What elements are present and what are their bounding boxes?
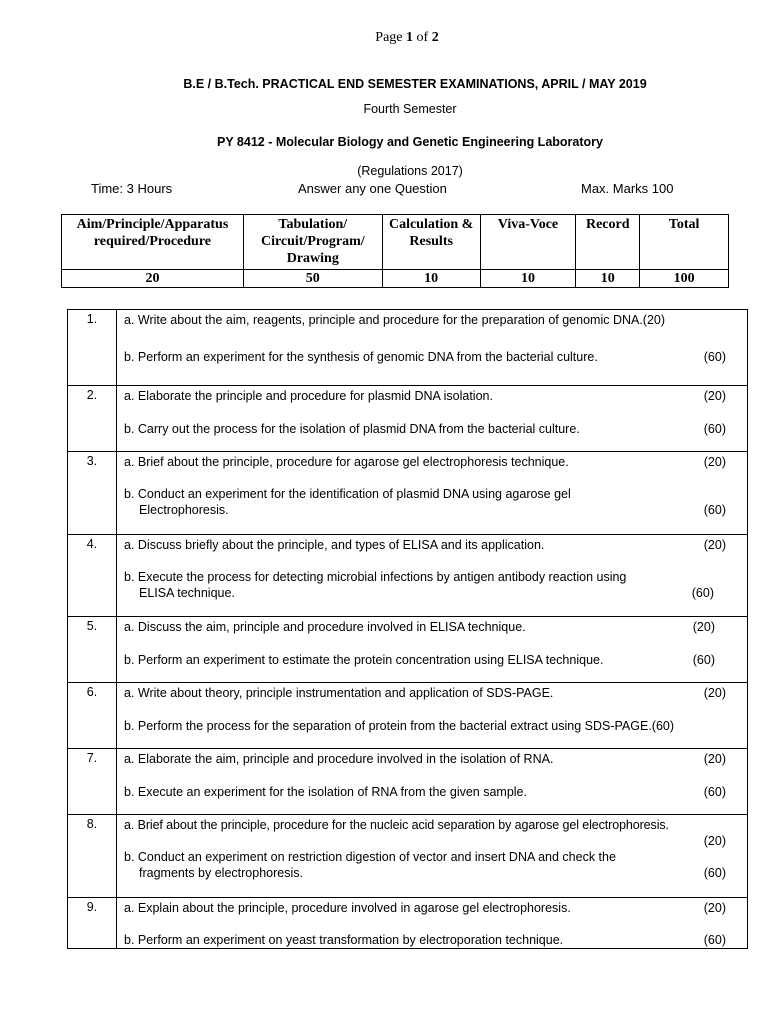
question-part-b: b. Conduct an experiment for the identification of plasmid DNA using agarose gel: [124, 487, 571, 501]
question-part-a: a. Write about theory, principle instrumentation and application of SDS-PAGE. (20): [124, 686, 726, 700]
page-number: Page 1 of 2: [375, 30, 439, 45]
part-b-marks: (60): [703, 422, 726, 436]
part-b-marks: (60): [703, 785, 726, 799]
question-body: [117, 815, 748, 898]
part-a-marks: (20): [703, 686, 726, 700]
question-part-b-continued: fragments by electrophoresis. (60): [139, 866, 726, 880]
marks-header-cell: Aim/Principle/Apparatus required/Procedure: [62, 215, 244, 270]
exam-time: Time: 3 Hours: [91, 181, 173, 196]
part-a-marks: (20): [703, 538, 726, 552]
question-row: [68, 310, 748, 386]
question-part-a: a. Explain about the principle, procedure involved in agarose gel electrophoresis. (20): [124, 901, 726, 915]
question-number: 1.: [68, 310, 117, 386]
marks-header-cell: Record: [576, 215, 640, 270]
question-part-b: b. Execute the process for detecting microbial infections by antigen antibody reaction using: [124, 570, 627, 584]
question-body: [117, 898, 748, 949]
part-b-marks: (60): [692, 653, 715, 667]
part-b-marks: (60): [703, 933, 726, 947]
question-row: [68, 898, 748, 949]
part-b-marks: (60): [691, 586, 714, 600]
marks-value-row: [62, 270, 729, 288]
marks-header-cell: Tabulation/ Circuit/Program/ Drawing: [243, 215, 382, 270]
question-number: 2.: [68, 386, 117, 452]
instruction: Answer any one Question: [298, 181, 447, 196]
part-b-marks: (60): [703, 350, 726, 364]
question-body: [117, 535, 748, 617]
marks-value-cell: 10: [480, 270, 576, 288]
part-a-marks: (20): [703, 752, 726, 766]
question-number: 5.: [68, 617, 117, 683]
question-part-b: b. Perform an experiment to estimate the protein concentration using ELISA technique. (60): [124, 653, 715, 667]
marks-value-cell: 20: [62, 270, 244, 288]
question-body: [117, 310, 748, 386]
marks-header-cell: Total: [640, 215, 729, 270]
question-row: [68, 815, 748, 898]
part-a-marks: (20): [692, 620, 715, 634]
question-part-a: a. Brief about the principle, procedure for agarose gel electrophoresis technique. (20): [124, 455, 726, 469]
question-body: [117, 617, 748, 683]
marks-header-cell: Calculation & Results: [382, 215, 480, 270]
part-a-marks: (20): [703, 901, 726, 915]
question-body: [117, 749, 748, 815]
question-number: 8.: [68, 815, 117, 898]
question-row: [68, 452, 748, 535]
max-marks: Max. Marks 100: [581, 181, 674, 196]
question-row: [68, 749, 748, 815]
question-part-b-continued: ELISA technique. (60): [139, 586, 714, 600]
semester: Fourth Semester: [363, 102, 457, 116]
marks-value-cell: 10: [382, 270, 480, 288]
question-part-b: b. Execute an experiment for the isolation of RNA from the given sample. (60): [124, 785, 726, 799]
question-row: [68, 386, 748, 452]
question-part-b: b. Conduct an experiment on restriction digestion of vector and insert DNA and check the: [124, 850, 616, 864]
question-part-a: a. Discuss the aim, principle and procedure involved in ELISA technique. (20): [124, 620, 715, 634]
question-part-a: a. Discuss briefly about the principle, and types of ELISA and its application. (20): [124, 538, 726, 552]
question-number: 6.: [68, 683, 117, 749]
marks-value-cell: 50: [243, 270, 382, 288]
question-part-b: b. Perform the process for the separation of protein from the bacterial extract using SDS-PAGE.(60): [124, 719, 675, 733]
questions-table: [67, 309, 748, 949]
question-row: [68, 535, 748, 617]
question-number: 7.: [68, 749, 117, 815]
question-number: 9.: [68, 898, 117, 949]
question-part-a: a. Elaborate the principle and procedure for plasmid DNA isolation. (20): [124, 389, 726, 403]
question-part-b: b. Perform an experiment on yeast transformation by electroporation technique. (60): [124, 933, 726, 947]
question-row: [68, 617, 748, 683]
question-body: [117, 386, 748, 452]
part-a-marks: (20): [703, 455, 726, 469]
question-number: 4.: [68, 535, 117, 617]
question-body: [117, 683, 748, 749]
question-row: [68, 683, 748, 749]
marks-header-row: [62, 215, 729, 270]
question-part-a: a. Elaborate the aim, principle and procedure involved in the isolation of RNA. (20): [124, 752, 726, 766]
course-title: PY 8412 - Molecular Biology and Genetic Engineering Laboratory: [217, 135, 603, 149]
question-part-a: a. Write about the aim, reagents, principle and procedure for the preparation of genomic DNA.(20): [124, 313, 666, 327]
question-part-a-marks-line: [124, 833, 743, 849]
part-a-marks: (20): [703, 389, 726, 403]
exam-title: B.E / B.Tech. PRACTICAL END SEMESTER EXAMINATIONS, APRIL / MAY 2019: [183, 77, 647, 91]
question-body: [117, 452, 748, 535]
marks-value-cell: 100: [640, 270, 729, 288]
marks-distribution-table: [61, 214, 729, 288]
question-number: 3.: [68, 452, 117, 535]
question-part-a: a. Brief about the principle, procedure for the nucleic acid separation by agarose gel electrophoresis.: [124, 818, 669, 832]
question-part-b-continued: Electrophoresis. (60): [139, 503, 726, 517]
part-b-marks: (60): [703, 503, 726, 517]
question-part-b: b. Perform an experiment for the synthesis of genomic DNA from the bacterial culture. (60): [124, 350, 726, 364]
question-part-b: b. Carry out the process for the isolation of plasmid DNA from the bacterial culture. (60): [124, 422, 726, 436]
part-a-marks: (20): [703, 834, 726, 848]
regulations: (Regulations 2017): [357, 164, 463, 178]
part-b-marks: (60): [703, 866, 726, 880]
marks-value-cell: 10: [576, 270, 640, 288]
marks-header-cell: Viva-Voce: [480, 215, 576, 270]
